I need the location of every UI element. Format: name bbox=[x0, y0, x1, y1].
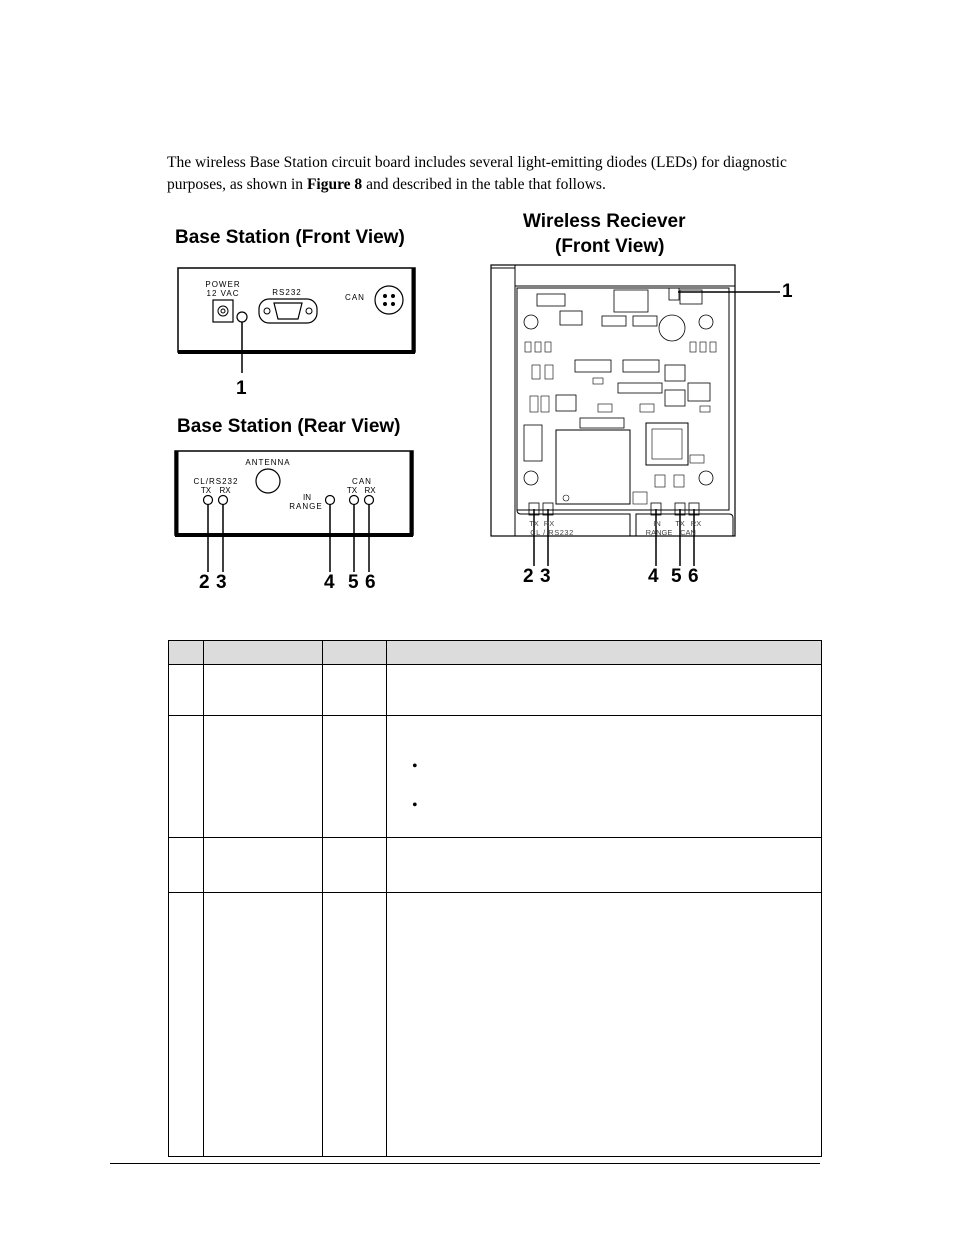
rear-can-label: CAN bbox=[352, 477, 372, 486]
receiver-title-line2: (Front View) bbox=[555, 236, 665, 257]
header-cell-color bbox=[323, 641, 387, 665]
power-label-1: POWER bbox=[205, 280, 241, 289]
figure-reference: Figure 8 bbox=[306, 176, 363, 193]
receiver-callout-3: 3 bbox=[540, 566, 551, 587]
rear-callout-2: 2 bbox=[199, 572, 210, 593]
table-row bbox=[169, 893, 822, 1157]
table-row bbox=[169, 665, 822, 716]
receiver-callout-1: 1 bbox=[782, 281, 793, 302]
bullet-marker: • bbox=[412, 797, 418, 814]
rear-view-title: Base Station (Rear View) bbox=[177, 416, 401, 437]
rear-panel-drawing bbox=[175, 451, 413, 572]
receiver-callout-4: 4 bbox=[648, 566, 659, 587]
receiver-can-tx-label: TX bbox=[675, 519, 685, 528]
cl-rs232-label: CL/RS232 bbox=[193, 477, 239, 486]
rear-callout-3: 3 bbox=[216, 572, 227, 593]
front-callout-1: 1 bbox=[236, 378, 247, 399]
header-cell-description bbox=[387, 641, 822, 665]
table-row bbox=[169, 716, 822, 838]
table-row bbox=[169, 838, 822, 893]
receiver-can-rx-label: RX bbox=[690, 519, 702, 528]
rs232-label: RS232 bbox=[272, 288, 302, 297]
range-label: RANGE bbox=[289, 502, 323, 511]
receiver-callout-6: 6 bbox=[688, 566, 699, 587]
bullet-marker: • bbox=[412, 758, 418, 775]
intro-text-after: and described in the table that follows. bbox=[362, 176, 606, 193]
receiver-in-label: IN bbox=[653, 519, 661, 528]
rear-can-rx-label: RX bbox=[364, 486, 376, 495]
table-header-row bbox=[169, 641, 822, 665]
receiver-title-line1: Wireless Reciever bbox=[523, 211, 686, 232]
in-label: IN bbox=[303, 493, 311, 502]
footer-rule bbox=[110, 1163, 820, 1164]
rear-rx-label: RX bbox=[219, 486, 231, 495]
header-cell-number bbox=[169, 641, 204, 665]
receiver-callout-2: 2 bbox=[523, 566, 534, 587]
antenna-label: ANTENNA bbox=[245, 458, 291, 467]
rear-can-tx-label: TX bbox=[346, 486, 358, 495]
rear-callout-6: 6 bbox=[365, 572, 376, 593]
receiver-range-label: RANGE bbox=[645, 528, 673, 537]
power-label-2: 12 VAC bbox=[206, 289, 240, 298]
receiver-cl-rs232-label: CL / RS232 bbox=[530, 528, 574, 537]
led-table bbox=[168, 640, 822, 1157]
receiver-rx-label: RX bbox=[543, 519, 555, 528]
receiver-callout-5: 5 bbox=[671, 566, 682, 587]
receiver-can-label: CAN bbox=[680, 528, 696, 537]
receiver-tx-label: TX bbox=[529, 519, 539, 528]
front-can-label: CAN bbox=[345, 293, 365, 302]
intro-text-before: The wireless Base Station circuit board includes several light-emitting diodes (LEDs) for diagnostic purposes, as shown in bbox=[167, 154, 787, 193]
rear-tx-label: TX bbox=[200, 486, 212, 495]
header-cell-led bbox=[204, 641, 323, 665]
rear-callout-5: 5 bbox=[348, 572, 359, 593]
front-view-title: Base Station (Front View) bbox=[175, 227, 405, 248]
rear-callout-4: 4 bbox=[324, 572, 335, 593]
